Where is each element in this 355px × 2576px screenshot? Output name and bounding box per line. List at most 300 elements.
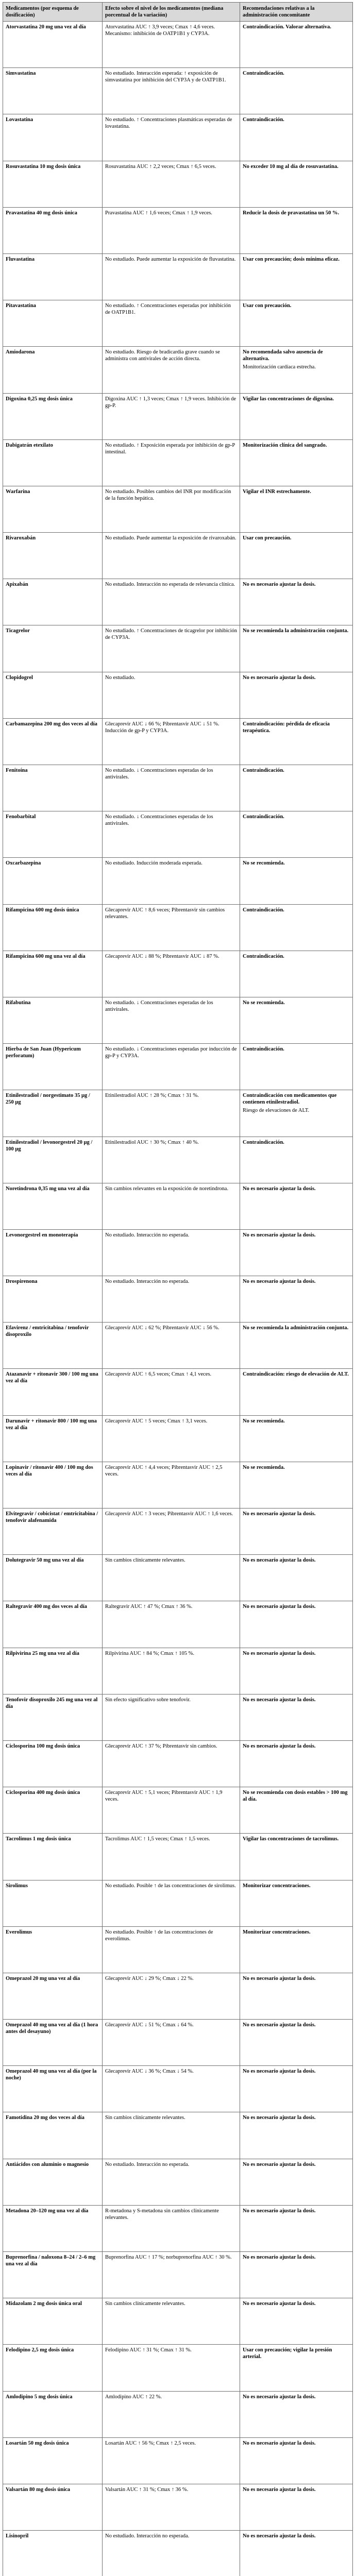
recommendation-text: No es necesario ajustar la dosis.	[243, 674, 316, 681]
drug-name: Rifampicina 600 mg una vez al día	[6, 953, 86, 959]
table-row	[3, 1880, 353, 1926]
drug-name: Efavirenz / emtricitabina / tenofovir disoproxilo	[6, 1325, 89, 1338]
effect-cell	[103, 951, 240, 997]
table-row	[3, 904, 353, 951]
recommendation-cell	[240, 347, 353, 393]
recommendation-cell	[240, 1323, 353, 1369]
drug-cell	[3, 579, 103, 625]
recommendation-cell	[240, 2391, 353, 2437]
recommendation-text: No se recomienda con dosis estables > 100 mg al día.	[243, 1790, 348, 1803]
table-row	[3, 207, 353, 253]
drug-cell	[3, 1462, 103, 1508]
effect-text: Glecaprevir AUC ↑ 4,4 veces; Pibrentasvir AUC ↑ 2,5 veces.	[105, 1464, 223, 1477]
recommendation-text: No es necesario ajustar la dosis.	[243, 2208, 316, 2214]
drug-cell	[3, 1926, 103, 1973]
effect-text: Glecaprevir AUC ↑ 3 veces; Pibrentasvir AUC ↑ 1,6 veces.	[105, 1511, 233, 1517]
effect-text: Sin efecto significativo sobre tenofovir.	[105, 1697, 191, 1703]
effect-cell	[103, 2020, 240, 2066]
effect-cell	[103, 2484, 240, 2530]
recommendation-text: No es necesario ajustar la dosis.	[243, 2161, 316, 2167]
table-row	[3, 2391, 353, 2437]
recommendation-text: No se recomienda.	[243, 999, 285, 1006]
effect-cell	[103, 1323, 240, 1369]
recommendation-text: No se recomienda.	[243, 1464, 285, 1470]
recommendation-cell	[240, 68, 353, 114]
recommendation-note: Monitorización cardíaca estrecha.	[243, 364, 316, 370]
drug-cell	[3, 161, 103, 207]
drug-name: Amlodipino 5 mg dosis única	[6, 2394, 73, 2400]
drug-cell	[3, 2066, 103, 2112]
column-header-drug: Medicamentos (por esquema de dosificación)	[3, 3, 103, 22]
recommendation-cell	[240, 1555, 353, 1601]
recommendation-cell	[240, 1973, 353, 2019]
table-body	[3, 22, 353, 2576]
table-row	[3, 2205, 353, 2251]
recommendation-text: No se recomienda.	[243, 860, 285, 867]
drug-name: Fluvastatina	[6, 256, 35, 262]
recommendation-cell	[240, 765, 353, 811]
drug-name: Rilpivirina 25 mg una vez al día	[6, 1650, 79, 1656]
drug-cell	[3, 2252, 103, 2298]
effect-cell	[103, 2345, 240, 2391]
effect-text: Glecaprevir AUC ↓ 29 %; Cmax ↓ 22 %.	[105, 1975, 194, 1981]
recommendation-cell	[240, 1694, 353, 1740]
drug-cell	[3, 2345, 103, 2391]
table-row	[3, 2066, 353, 2112]
recommendation-text: Monitorizar concentraciones.	[243, 1883, 311, 1889]
recommendation-cell	[240, 1601, 353, 1648]
effect-text: Atorvastatina AUC ↑ 3,9 veces; Cmax ↑ 4,6 veces. Mecanismo: inhibición de OATP1B1 y CYP3A.	[105, 24, 215, 37]
effect-cell	[103, 1648, 240, 1694]
recommendation-text: No es necesario ajustar la dosis.	[243, 2301, 316, 2307]
effect-cell	[103, 253, 240, 300]
effect-cell	[103, 393, 240, 439]
table-row	[3, 300, 353, 347]
drug-cell	[3, 2020, 103, 2066]
effect-text: No estudiado. ↓ Concentraciones esperadas por inducción de gp-P y CYP3A.	[105, 1046, 237, 1059]
recommendation-text: No es necesario ajustar la dosis.	[243, 1604, 316, 1610]
effect-cell	[103, 625, 240, 672]
header-row	[3, 3, 353, 22]
recommendation-text: Usar con precaución; vigilar la presión arterial.	[243, 2347, 332, 2360]
table-row	[3, 1740, 353, 1787]
effect-text: No estudiado. Riesgo de bradicardia grave cuando se administra con antivirales de acción directa.	[105, 349, 220, 362]
recommendation-cell	[240, 997, 353, 1043]
recommendation-cell	[240, 1787, 353, 1834]
recommendation-cell	[240, 486, 353, 532]
effect-text: Felodipino AUC ↑ 31 %; Cmax ↑ 31 %.	[105, 2347, 192, 2353]
recommendation-note: Riesgo de elevaciones de ALT.	[243, 1108, 310, 1114]
effect-text: No estudiado. Inducción moderada esperada.	[105, 860, 202, 867]
recommendation-text: No es necesario ajustar la dosis.	[243, 1511, 316, 1517]
table-row	[3, 1694, 353, 1740]
effect-cell	[103, 2112, 240, 2159]
drug-cell	[3, 2205, 103, 2251]
recommendation-text: No es necesario ajustar la dosis.	[243, 1697, 316, 1703]
drug-cell	[3, 22, 103, 68]
recommendation-text: Contraindicación.	[243, 814, 284, 820]
recommendation-cell	[240, 114, 353, 161]
table-row	[3, 2531, 353, 2576]
recommendation-text: Usar con precaución; dosis mínima eficaz.	[243, 256, 340, 262]
effect-text: No estudiado. ↑ Concentraciones plasmáticas esperadas de lovastatina.	[105, 117, 232, 130]
effect-text: Pravastatina AUC ↑ 1,6 veces; Cmax ↑ 1,9 veces.	[105, 210, 212, 216]
drug-name: Pravastatina 40 mg dosis única	[6, 210, 77, 216]
effect-text: Glecaprevir AUC ↑ 5,1 veces; Pibrentasvir AUC ↑ 1,9 veces.	[105, 1790, 223, 1803]
effect-cell	[103, 439, 240, 486]
table-row	[3, 1834, 353, 1880]
recommendation-cell	[240, 1926, 353, 1973]
drug-name: Lopinavir / ritonavir 400 / 100 mg dos veces al día	[6, 1464, 93, 1477]
drug-name: Tenofovir disoproxilo 245 mg una vez al día	[6, 1697, 98, 1709]
effect-cell	[103, 997, 240, 1043]
table-row	[3, 2484, 353, 2530]
drug-cell	[3, 718, 103, 765]
effect-text: Sin cambios clínicamente relevantes.	[105, 2301, 185, 2307]
table-row	[3, 114, 353, 161]
table-row	[3, 2252, 353, 2298]
drug-cell	[3, 2391, 103, 2437]
effect-text: No estudiado. Puede aumentar la exposición de rivaroxabán.	[105, 535, 236, 541]
effect-cell	[103, 1834, 240, 1880]
drug-name: Lisinopril	[6, 2533, 29, 2539]
effect-cell	[103, 161, 240, 207]
drug-name: Fenitoína	[6, 768, 28, 773]
effect-cell	[103, 347, 240, 393]
effect-text: Sin cambios relevantes en la exposición de noretindrona.	[105, 1185, 229, 1192]
recommendation-cell	[240, 2066, 353, 2112]
effect-cell	[103, 2391, 240, 2437]
table-row	[3, 486, 353, 532]
recommendation-text: Contraindicación: pérdida de eficacia terapéutica.	[243, 721, 330, 734]
drug-cell	[3, 1694, 103, 1740]
recommendation-cell	[240, 1276, 353, 1323]
recommendation-text: Contraindicación.	[243, 907, 284, 913]
effect-cell	[103, 207, 240, 253]
effect-cell	[103, 2298, 240, 2345]
effect-text: No estudiado. Posible ↑ de las concentraciones de everolimus.	[105, 1929, 213, 1942]
effect-cell	[103, 1973, 240, 2019]
drug-name: Rifampicina 600 mg dosis única	[6, 907, 79, 913]
recommendation-cell	[240, 951, 353, 997]
drug-name: Darunavir + ritonavir 800 / 100 mg una vez al día	[6, 1418, 97, 1431]
effect-text: Tacrolimus AUC ↑ 1,5 veces; Cmax ↑ 1,5 veces.	[105, 1836, 210, 1842]
recommendation-cell	[240, 1137, 353, 1183]
effect-cell	[103, 1740, 240, 1787]
recommendation-text: No es necesario ajustar la dosis.	[243, 2486, 316, 2493]
drug-cell	[3, 1415, 103, 1462]
drug-name: Tacrolimus 1 mg dosis única	[6, 1836, 71, 1842]
recommendation-cell	[240, 1740, 353, 1787]
recommendation-cell	[240, 253, 353, 300]
table-row	[3, 1787, 353, 1834]
drug-name: Levonorgestrel en monoterapia	[6, 1232, 78, 1238]
effect-text: No estudiado.	[105, 674, 136, 681]
recommendation-cell	[240, 439, 353, 486]
recommendation-cell	[240, 2298, 353, 2345]
recommendation-cell	[240, 1880, 353, 1926]
recommendation-text: No es necesario ajustar la dosis.	[243, 1975, 316, 1981]
drug-cell	[3, 1787, 103, 1834]
table-row	[3, 1276, 353, 1323]
effect-text: No estudiado. ↓ Concentraciones esperadas de los antivirales.	[105, 814, 213, 827]
effect-cell	[103, 68, 240, 114]
drug-cell	[3, 625, 103, 672]
table-row	[3, 161, 353, 207]
drug-name: Hierba de San Juan (Hypericum perforatum)	[6, 1046, 81, 1059]
recommendation-cell	[240, 625, 353, 672]
drug-cell	[3, 2437, 103, 2484]
table-row	[3, 811, 353, 858]
recommendation-text: Contraindicación.	[243, 71, 284, 77]
drug-name: Digoxina 0,25 mg dosis única	[6, 396, 73, 402]
recommendation-cell	[240, 2531, 353, 2576]
drug-cell	[3, 114, 103, 161]
effect-cell	[103, 1509, 240, 1555]
effect-cell	[103, 22, 240, 68]
recommendation-cell	[240, 2020, 353, 2066]
drug-name: Famotidina 20 mg dos veces al día	[6, 2115, 84, 2121]
table-row	[3, 1183, 353, 1229]
effect-cell	[103, 1090, 240, 1137]
recommendation-text: No es necesario ajustar la dosis.	[243, 1557, 316, 1564]
recommendation-text: Contraindicación: riesgo de elevación de ALT.	[243, 1371, 349, 1378]
recommendation-text: No recomendada salvo ausencia de alternativa.	[243, 349, 323, 362]
table-row	[3, 2437, 353, 2484]
effect-text: No estudiado. Puede aumentar la exposición de fluvastatina.	[105, 256, 236, 262]
effect-cell	[103, 1880, 240, 1926]
drug-name: Elvitegravir / cobicistat / emtricitabina / tenofovir alafenamida	[6, 1511, 98, 1523]
table-row	[3, 1555, 353, 1601]
drug-name: Dolutegravir 50 mg una vez al día	[6, 1557, 84, 1564]
effect-text: Valsartán AUC ↑ 31 %; Cmax ↑ 36 %.	[105, 2486, 189, 2493]
recommendation-text: No es necesario ajustar la dosis.	[243, 1232, 316, 1238]
drug-name: Omeprazol 20 mg una vez al día	[6, 1975, 80, 1981]
table-row	[3, 765, 353, 811]
effect-text: Glecaprevir AUC ↓ 62 %; Pibrentasvir AUC ↓ 56 %.	[105, 1325, 219, 1331]
table-row	[3, 1509, 353, 1555]
table-row	[3, 2159, 353, 2205]
table-row	[3, 1462, 353, 1508]
recommendation-text: Contraindicación. Valorar alternativa.	[243, 24, 331, 30]
effect-text: Glecaprevir AUC ↓ 51 %; Cmax ↓ 64 %.	[105, 2022, 194, 2028]
effect-cell	[103, 114, 240, 161]
drug-name: Apixabán	[6, 582, 28, 588]
drug-name: Buprenorfina / naloxona 8–24 / 2–6 mg una vez al día	[6, 2255, 96, 2267]
drug-cell	[3, 858, 103, 904]
recommendation-text: No es necesario ajustar la dosis.	[243, 1650, 316, 1656]
drug-cell	[3, 1183, 103, 1229]
recommendation-text: No es necesario ajustar la dosis.	[243, 582, 316, 588]
drug-cell	[3, 2484, 103, 2530]
drug-name: Sirolimus	[6, 1883, 28, 1889]
effect-text: Losartán AUC ↑ 56 %; Cmax ↑ 2,5 veces.	[105, 2440, 196, 2446]
drug-cell	[3, 1323, 103, 1369]
effect-text: Buprenorfina AUC ↑ 17 %; norbuprenorfina AUC ↑ 30 %.	[105, 2255, 232, 2260]
effect-cell	[103, 2252, 240, 2298]
drug-name: Fenobarbital	[6, 814, 36, 820]
drug-name: Raltegravir 400 mg dos veces al día	[6, 1604, 87, 1610]
drug-cell	[3, 2531, 103, 2576]
table-row	[3, 1323, 353, 1369]
drug-name: Etinilestradiol / levonorgestrel 20 µg / 100 µg	[6, 1139, 93, 1152]
drug-name: Ciclosporina 400 mg dosis única	[6, 1790, 80, 1796]
drug-name: Losartán 50 mg dosis única	[6, 2440, 69, 2446]
effect-cell	[103, 2531, 240, 2576]
drug-cell	[3, 1740, 103, 1787]
drug-cell	[3, 672, 103, 718]
recommendation-cell	[240, 1415, 353, 1462]
recommendation-text: No es necesario ajustar la dosis.	[243, 2022, 316, 2028]
recommendation-text: No es necesario ajustar la dosis.	[243, 2533, 316, 2539]
recommendation-cell	[240, 2112, 353, 2159]
effect-text: Etinilestradiol AUC ↑ 30 %; Cmax ↑ 40 %.	[105, 1139, 199, 1145]
effect-cell	[103, 904, 240, 951]
recommendation-text: Contraindicación.	[243, 117, 284, 123]
recommendation-cell	[240, 2437, 353, 2484]
drug-cell	[3, 1973, 103, 2019]
table-row	[3, 1137, 353, 1183]
column-header-recommendation: Recomendaciones relativas a la administración concomitante	[240, 3, 353, 22]
recommendation-cell	[240, 1369, 353, 1415]
effect-text: Glecaprevir AUC ↓ 66 %; Pibrentasvir AUC ↓ 51 %. Inducción de gp-P y CYP3A.	[105, 721, 219, 734]
drug-cell	[3, 1276, 103, 1323]
drug-name: Antiácidos con aluminio o magnesio	[6, 2161, 89, 2167]
recommendation-cell	[240, 811, 353, 858]
drug-cell	[3, 2298, 103, 2345]
recommendation-cell	[240, 1509, 353, 1555]
table-row	[3, 1229, 353, 1276]
drug-cell	[3, 253, 103, 300]
recommendation-text: No es necesario ajustar la dosis.	[243, 1743, 316, 1749]
drug-cell	[3, 2112, 103, 2159]
effect-cell	[103, 1229, 240, 1276]
effect-cell	[103, 1276, 240, 1323]
drug-name: Carbamazepina 200 mg dos veces al día	[6, 721, 97, 727]
drug-name: Pitavastatina	[6, 303, 36, 309]
table-row	[3, 1648, 353, 1694]
recommendation-text: Contraindicación.	[243, 768, 284, 773]
effect-cell	[103, 1369, 240, 1415]
recommendation-cell	[240, 2345, 353, 2391]
table-row	[3, 2020, 353, 2066]
drug-cell	[3, 393, 103, 439]
recommendation-text: No es necesario ajustar la dosis.	[243, 2440, 316, 2446]
drug-name: Ticagrelor	[6, 628, 30, 634]
effect-text: No estudiado. Posibles cambios del INR por modificación de la función hepática.	[105, 488, 231, 501]
drug-name: Rifabutina	[6, 999, 31, 1006]
drug-name: Rosuvastatina 10 mg dosis única	[6, 163, 81, 170]
drug-cell	[3, 486, 103, 532]
effect-cell	[103, 1787, 240, 1834]
drug-cell	[3, 1555, 103, 1601]
table-row	[3, 2112, 353, 2159]
drug-name: Atazanavir + ritonavir 300 / 100 mg una vez al día	[6, 1371, 98, 1384]
effect-text: No estudiado. Interacción no esperada.	[105, 2533, 190, 2539]
drug-cell	[3, 904, 103, 951]
table-row	[3, 625, 353, 672]
table-row	[3, 1044, 353, 1090]
drug-name: Drospirenona	[6, 1279, 38, 1285]
recommendation-text: No es necesario ajustar la dosis.	[243, 2069, 316, 2075]
drug-cell	[3, 1229, 103, 1276]
effect-cell	[103, 718, 240, 765]
recommendation-cell	[240, 904, 353, 951]
drug-cell	[3, 2159, 103, 2205]
recommendation-cell	[240, 579, 353, 625]
drug-name: Valsartán 80 mg dosis única	[6, 2486, 71, 2493]
effect-text: No estudiado. Interacción no esperada.	[105, 1279, 190, 1285]
effect-cell	[103, 1926, 240, 1973]
drug-cell	[3, 997, 103, 1043]
table-row	[3, 997, 353, 1043]
recommendation-text: Contraindicación.	[243, 953, 284, 959]
drug-name: Ciclosporina 100 mg dosis única	[6, 1743, 80, 1749]
drug-cell	[3, 439, 103, 486]
recommendation-cell	[240, 22, 353, 68]
recommendation-cell	[240, 1462, 353, 1508]
effect-text: Rilpivirina AUC ↑ 84 %; Cmax ↑ 105 %.	[105, 1650, 194, 1656]
drug-cell	[3, 1509, 103, 1555]
recommendation-text: Usar con precaución.	[243, 303, 292, 309]
recommendation-cell	[240, 1229, 353, 1276]
drug-name: Rivaroxabán	[6, 535, 36, 541]
recommendation-text: Vigilar las concentraciones de tacrolimus.	[243, 1836, 339, 1842]
recommendation-text: No exceder 10 mg al día de rosuvastatina.	[243, 163, 339, 170]
effect-cell	[103, 1555, 240, 1601]
table-row	[3, 579, 353, 625]
recommendation-text: Contraindicación.	[243, 1046, 284, 1053]
drug-cell	[3, 1648, 103, 1694]
effect-text: No estudiado. ↑ Exposición esperada por inhibición de gp-P intestinal.	[105, 442, 235, 455]
effect-text: Sin cambios clínicamente relevantes.	[105, 2115, 185, 2121]
effect-cell	[103, 486, 240, 532]
drug-name: Oxcarbazepina	[6, 860, 41, 867]
recommendation-cell	[240, 1834, 353, 1880]
effect-cell	[103, 1183, 240, 1229]
recommendation-text: Contraindicación con medicamentos que contienen etinilestradiol.	[243, 1093, 337, 1106]
table-row	[3, 1090, 353, 1137]
drug-name: Clopidogrel	[6, 674, 33, 681]
table-row	[3, 1601, 353, 1648]
effect-cell	[103, 533, 240, 579]
drug-name: Omeprazol 40 mg una vez al día (por la noche)	[6, 2069, 97, 2081]
table-row	[3, 253, 353, 300]
drug-name: Everolimus	[6, 1929, 32, 1935]
recommendation-cell	[240, 1648, 353, 1694]
recommendation-text: Contraindicación.	[243, 1139, 284, 1145]
recommendation-text: No es necesario ajustar la dosis.	[243, 2394, 316, 2400]
drug-name: Atorvastatina 20 mg una vez al día	[6, 24, 86, 30]
drug-cell	[3, 765, 103, 811]
recommendation-cell	[240, 1090, 353, 1137]
table-row	[3, 1415, 353, 1462]
effect-text: Glecaprevir AUC ↑ 5 veces; Cmax ↑ 3,1 veces.	[105, 1418, 208, 1424]
table-row	[3, 1973, 353, 2019]
recommendation-cell	[240, 207, 353, 253]
effect-text: No estudiado. ↓ Concentraciones esperadas de los antivirales.	[105, 999, 213, 1012]
table-row	[3, 347, 353, 393]
drug-cell	[3, 1601, 103, 1648]
effect-cell	[103, 2066, 240, 2112]
effect-cell	[103, 672, 240, 718]
recommendation-cell	[240, 161, 353, 207]
recommendation-cell	[240, 858, 353, 904]
effect-cell	[103, 2437, 240, 2484]
drug-name: Lovastatina	[6, 117, 33, 123]
recommendation-text: No es necesario ajustar la dosis.	[243, 1279, 316, 1285]
table-row	[3, 858, 353, 904]
